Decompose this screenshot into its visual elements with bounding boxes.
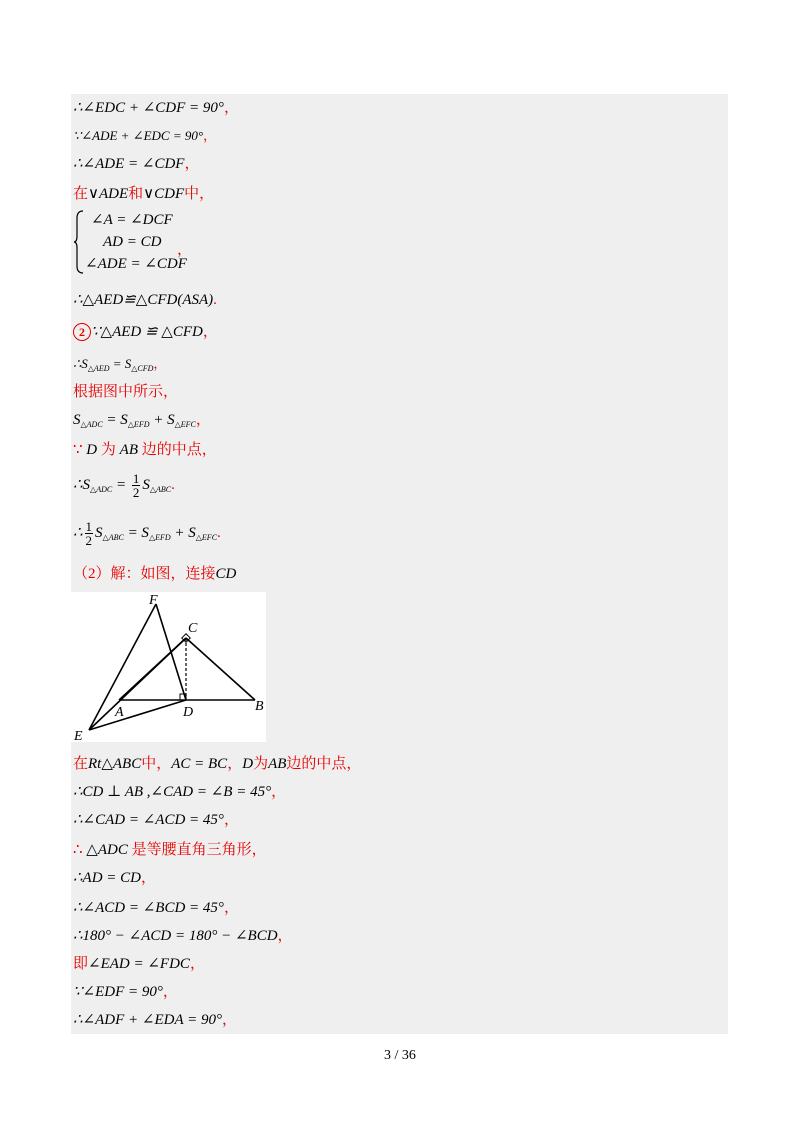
math-text: S: [95, 525, 103, 541]
punct: ，: [277, 928, 293, 944]
math-text: + S: [149, 412, 175, 428]
system-row: AD = CD: [103, 234, 162, 250]
page-number: 3 / 36: [384, 1048, 416, 1063]
math-text: S: [142, 477, 150, 493]
step-line: [73, 898, 239, 918]
math-text: = S: [123, 525, 149, 541]
math-text: S: [73, 412, 81, 428]
step-line: [73, 782, 286, 802]
math-text: ∴S: [73, 477, 91, 493]
cn-text: 边的中点，: [286, 756, 362, 772]
label-E: E: [74, 729, 83, 742]
cn-text: 即: [73, 956, 89, 972]
subscript: △AED: [87, 364, 110, 373]
because-symbol: ∵: [73, 442, 87, 458]
step-line: [73, 354, 166, 379]
math-text: ∴CD ⊥ AB ,∠CAD = ∠B = 45°: [73, 784, 272, 800]
step-line: [73, 410, 211, 435]
math-text: + S: [170, 525, 196, 541]
step-line: 根据图中所示，: [73, 384, 179, 400]
cn-text: 中，: [184, 186, 215, 202]
cn-text: 在: [73, 186, 89, 202]
label-C: C: [188, 621, 198, 636]
brace-icon: [73, 210, 85, 274]
step-line: [73, 290, 217, 310]
subscript: △ADC: [80, 420, 103, 429]
step-line: [73, 982, 178, 1002]
math-text: ∠EAD = ∠FDC: [88, 956, 190, 972]
label-F: F: [149, 593, 158, 608]
math-text: D: [86, 442, 98, 458]
cn-text: 边的中点，: [137, 442, 217, 458]
denominator: 2: [132, 485, 140, 501]
fraction: [85, 520, 94, 547]
fraction: [132, 472, 141, 499]
math-text: ∴: [73, 525, 83, 541]
geometry-figure: [71, 592, 266, 742]
math-text: = S: [109, 356, 132, 371]
subscript: △ABC: [149, 485, 172, 494]
cn-text: 中，: [141, 756, 172, 772]
punct: ，: [271, 784, 287, 800]
cn-text: 是等腰直角三角形，: [127, 842, 267, 858]
math-text: ∴∠CAD = ∠ACD = 45°: [73, 812, 224, 828]
numerator: 1: [132, 471, 140, 487]
math-text: ∨ADE: [88, 186, 129, 202]
step-line: [73, 1010, 237, 1030]
math-text: Rt△ABC: [88, 756, 142, 772]
punct: ，: [195, 412, 211, 428]
punct: .: [171, 477, 175, 493]
step-line: [73, 322, 218, 342]
math-text: ∴180° − ∠ACD = 180° − ∠BCD: [73, 928, 278, 944]
math-text: ∴∠ACD = ∠BCD = 45°: [73, 900, 224, 916]
math-text: ∴S: [73, 356, 88, 371]
punct: .: [213, 292, 217, 308]
therefore-symbol: ∴: [73, 842, 87, 858]
punct: ，: [223, 100, 239, 116]
system-row: ∠A = ∠DCF: [91, 212, 173, 228]
label-D: D: [183, 705, 194, 720]
subscript: △EFC: [195, 533, 218, 542]
punct: ，: [141, 870, 157, 886]
step-line: [73, 440, 217, 460]
punct: ，: [221, 1012, 237, 1028]
denominator: 2: [85, 533, 93, 549]
math-text: ∵△AED ≌ △CFD: [91, 324, 203, 340]
punct: ，: [153, 356, 167, 371]
step-line: [73, 954, 205, 974]
subscript: △EFD: [127, 420, 150, 429]
cn-text: 和: [128, 186, 144, 202]
math-text: AB: [119, 442, 138, 458]
label-A: A: [115, 705, 124, 720]
step-line: [73, 184, 214, 204]
subscript: △EFC: [174, 420, 196, 429]
step-line: [73, 840, 267, 860]
triangle-diagram: [71, 592, 266, 742]
math-text: ∴△AED≌△CFD(ASA): [73, 292, 214, 308]
math-text: AC = BC: [171, 756, 228, 772]
math-text: = S: [102, 412, 128, 428]
subscript: △ABC: [102, 533, 124, 542]
solution-content: [71, 94, 728, 1034]
subscript: △EFD: [148, 533, 171, 542]
step-line: [73, 154, 199, 174]
step-line: [73, 98, 239, 118]
step-line: [73, 754, 361, 774]
punct: ，: [223, 900, 239, 916]
math-text: CD: [215, 566, 237, 582]
cn-text: ，: [227, 756, 243, 772]
step-line: [73, 868, 156, 888]
step-line: [73, 126, 216, 146]
punct: ，: [162, 984, 178, 1000]
step-line: [73, 926, 293, 946]
math-text: D: [242, 756, 254, 772]
step-line: [73, 810, 239, 830]
math-text: ∴∠ADF + ∠EDA = 90°: [73, 1012, 222, 1028]
subscript: △ADC: [90, 485, 113, 494]
punct: ，: [223, 812, 239, 828]
math-text: AB: [268, 756, 287, 772]
punct: ，: [202, 324, 218, 340]
punct: ，: [184, 156, 200, 172]
punct: ，: [189, 956, 205, 972]
math-text: ∵∠EDF = 90°: [73, 984, 163, 1000]
math-text: △ADC: [86, 842, 128, 858]
label-B: B: [255, 699, 264, 714]
punct: .: [217, 525, 221, 541]
punct: ，: [203, 128, 217, 143]
math-text: ∴AD = CD: [73, 870, 141, 886]
math-text: ∴∠EDC + ∠CDF = 90°: [73, 100, 224, 116]
step-line: [73, 518, 221, 553]
cn-text: 在: [73, 756, 89, 772]
punct: ，: [177, 242, 193, 258]
numerator: 1: [85, 519, 93, 535]
cn-text: 为: [253, 756, 269, 772]
circled-number-icon: 2: [73, 323, 91, 341]
math-text: =: [112, 477, 130, 493]
step-line: [73, 564, 236, 584]
math-text: ∨CDF: [143, 186, 185, 202]
math-text: ∵∠ADE + ∠EDC = 90°: [73, 128, 204, 143]
cn-text: （2）解：如图，连接: [73, 566, 216, 582]
step-line: [73, 470, 175, 505]
cn-text: 为: [97, 442, 120, 458]
subscript: △CFD: [131, 364, 154, 373]
math-text: ∴∠ADE = ∠CDF: [73, 156, 185, 172]
system-row: ∠ADE = ∠CDF: [85, 256, 187, 272]
